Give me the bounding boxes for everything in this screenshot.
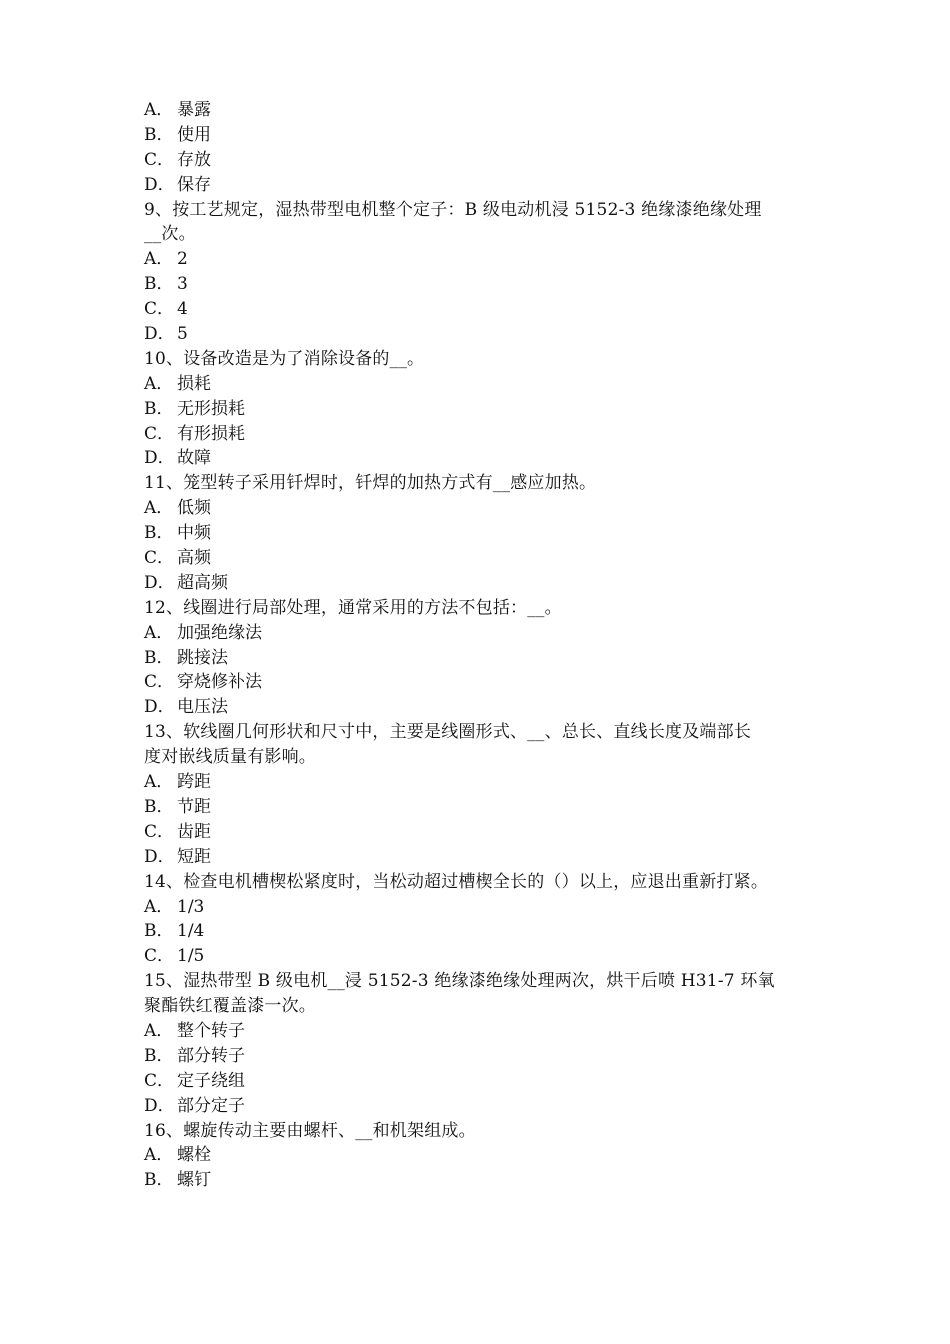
option-text: 齿距	[177, 821, 211, 842]
option-letter: B．	[144, 523, 174, 544]
option-text: 中频	[177, 523, 211, 544]
question-text-line: 聚酯铁红覆盖漆一次。	[144, 996, 316, 1017]
question-12	[144, 596, 824, 720]
option-line	[144, 272, 824, 297]
option-text: 暴露	[177, 100, 211, 120]
option-line	[144, 247, 824, 272]
option-letter: C．	[144, 299, 175, 320]
question-text-line: 10、设备改造是为了消除设备的__。	[144, 348, 425, 369]
option-line	[144, 1168, 824, 1193]
option-text: 部分转子	[177, 1045, 245, 1066]
option-line	[144, 571, 824, 596]
option-letter: B．	[144, 1045, 174, 1066]
option-line	[144, 397, 824, 422]
option-line	[144, 1094, 824, 1119]
option-letter: B．	[144, 921, 174, 942]
option-letter: D．	[144, 1095, 175, 1116]
option-letter: D．	[144, 174, 175, 195]
option-text: 存放	[177, 149, 211, 170]
option-letter: C．	[144, 423, 175, 444]
option-text: 低频	[177, 498, 211, 519]
option-letter: B．	[144, 796, 174, 817]
option-letter: A．	[144, 896, 174, 917]
option-line	[144, 1069, 824, 1094]
prev-question-options	[144, 98, 824, 198]
option-line	[144, 795, 824, 820]
question-11	[144, 471, 824, 595]
option-line	[144, 297, 824, 322]
question-text-line: 14、检查电机槽楔松紧度时，当松动超过槽楔全长的（）以上，应退出重新打紧。	[144, 871, 769, 892]
question-text-line: 9、按工艺规定，湿热带型电机整个定子：B 级电动机浸 5152-3 绝缘漆绝缘处理	[144, 199, 762, 220]
question-text-line: 13、软线圈几何形状和尺寸中，主要是线圈形式、__、总长、直线长度及端部长	[144, 722, 752, 743]
option-text: 电压法	[177, 697, 228, 718]
option-line	[144, 496, 824, 521]
option-text: 使用	[177, 124, 211, 145]
option-letter: A．	[144, 249, 174, 270]
question-15	[144, 969, 824, 1118]
option-text: 整个转子	[177, 1020, 245, 1041]
option-line	[144, 422, 824, 447]
option-text: 加强绝缘法	[177, 622, 262, 643]
option-letter: B．	[144, 274, 174, 295]
question-text-line: __次。	[144, 224, 196, 245]
option-line	[144, 820, 824, 845]
option-letter: C．	[144, 672, 175, 693]
option-line	[144, 944, 824, 969]
option-letter: A．	[144, 622, 174, 643]
option-text: 损耗	[177, 373, 211, 394]
option-text: 1/5	[177, 946, 205, 967]
option-letter: D．	[144, 846, 175, 867]
option-letter: B．	[144, 124, 174, 145]
option-text: 5	[177, 324, 188, 345]
option-text: 节距	[177, 796, 211, 817]
option-line	[144, 98, 824, 123]
option-letter: C．	[144, 821, 175, 842]
option-text: 1/3	[177, 896, 205, 917]
option-text: 部分定子	[177, 1095, 245, 1116]
option-letter: D．	[144, 697, 175, 718]
question-13	[144, 720, 824, 869]
option-text: 4	[177, 299, 188, 320]
question-10	[144, 347, 824, 471]
option-line	[144, 1044, 824, 1069]
option-text: 2	[177, 249, 188, 270]
option-line	[144, 695, 824, 720]
option-letter: A．	[144, 772, 174, 793]
option-letter: A．	[144, 100, 174, 120]
question-text-line: 15、湿热带型 B 级电机__浸 5152-3 绝缘漆绝缘处理两次，烘干后喷 H31-7 环氧	[144, 971, 775, 992]
option-line	[144, 621, 824, 646]
option-letter: B．	[144, 647, 174, 668]
option-text: 有形损耗	[177, 423, 245, 444]
option-text: 螺钉	[177, 1170, 211, 1191]
option-line	[144, 1019, 824, 1044]
option-letter: C．	[144, 946, 175, 967]
option-line	[144, 372, 824, 397]
option-text: 无形损耗	[177, 398, 245, 419]
option-line	[144, 148, 824, 173]
option-line	[144, 670, 824, 695]
question-text-line: 12、线圈进行局部处理，通常采用的方法不包括：__。	[144, 597, 562, 618]
option-line	[144, 895, 824, 920]
option-letter: B．	[144, 1170, 174, 1191]
question-text-line: 度对嵌线质量有影响。	[144, 747, 316, 768]
question-text-line: 16、螺旋传动主要由螺杆、__和机架组成。	[144, 1120, 476, 1141]
option-letter: C．	[144, 548, 175, 569]
option-line	[144, 123, 824, 148]
option-letter: C．	[144, 1070, 175, 1091]
option-text: 螺栓	[177, 1145, 211, 1166]
option-line	[144, 521, 824, 546]
option-text: 故障	[177, 448, 211, 469]
option-line	[144, 1143, 824, 1168]
option-letter: D．	[144, 572, 175, 593]
option-line	[144, 919, 824, 944]
option-letter: A．	[144, 373, 174, 394]
document-page	[144, 98, 824, 1193]
option-text: 跨距	[177, 772, 211, 793]
option-text: 超高频	[177, 572, 228, 593]
option-letter: A．	[144, 498, 174, 519]
option-text: 定子绕组	[177, 1070, 245, 1091]
option-letter: C．	[144, 149, 175, 170]
option-text: 3	[177, 274, 188, 295]
option-line	[144, 770, 824, 795]
option-text: 短距	[177, 846, 211, 867]
option-letter: A．	[144, 1145, 174, 1166]
option-text: 高频	[177, 548, 211, 569]
question-14	[144, 870, 824, 970]
option-line	[144, 173, 824, 198]
option-letter: D．	[144, 324, 175, 345]
option-line	[144, 322, 824, 347]
question-9	[144, 198, 824, 347]
option-text: 保存	[177, 174, 211, 195]
option-letter: A．	[144, 1020, 174, 1041]
option-line	[144, 845, 824, 870]
option-text: 1/4	[177, 921, 205, 942]
question-16	[144, 1119, 824, 1194]
question-text-line: 11、笼型转子采用钎焊时，钎焊的加热方式有__感应加热。	[144, 473, 597, 494]
option-letter: B．	[144, 398, 174, 419]
option-text: 穿烧修补法	[177, 672, 262, 693]
option-text: 跳接法	[177, 647, 228, 668]
option-letter: D．	[144, 448, 175, 469]
option-line	[144, 646, 824, 671]
option-line	[144, 546, 824, 571]
option-line	[144, 446, 824, 471]
